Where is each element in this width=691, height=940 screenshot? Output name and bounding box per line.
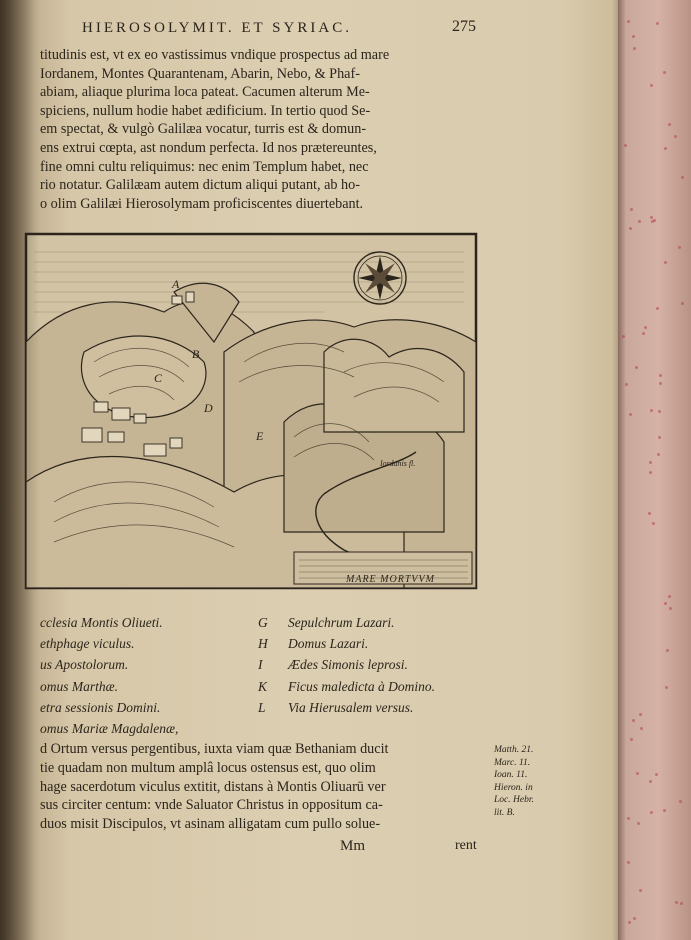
- map-legend-left: [40, 612, 178, 739]
- edge-fleck: [678, 246, 681, 249]
- edge-fleck: [657, 453, 660, 456]
- edge-fleck: [666, 649, 669, 652]
- map-label-b: B: [192, 347, 200, 361]
- legend-text: Sepulchrum Lazari.: [288, 615, 395, 630]
- text-line: spiciens, nullum hodie habet ædificium. In tertio quod Se-: [40, 102, 371, 119]
- edge-fleck: [681, 302, 684, 305]
- compass-rose-icon: [354, 252, 406, 304]
- edge-fleck: [629, 413, 632, 416]
- legend-letter: G: [258, 615, 268, 630]
- edge-fleck: [648, 512, 651, 515]
- edge-fleck: [652, 522, 655, 525]
- bottom-paragraph: [40, 740, 488, 834]
- edge-fleck: [629, 227, 632, 230]
- edge-fleck: [649, 461, 652, 464]
- edge-fleck: [627, 817, 630, 820]
- edge-fleck: [628, 921, 631, 924]
- text-line: fine omni cultu reliquimus: nec enim Templum habet, nec: [40, 158, 369, 175]
- margin-ref: Hieron. in: [494, 782, 533, 793]
- edge-fleck: [675, 901, 678, 904]
- edge-fleck: [630, 738, 633, 741]
- map-label-e: E: [256, 429, 264, 443]
- edge-fleck: [636, 772, 639, 775]
- map-label-c: C: [154, 371, 163, 385]
- map-legend-right: [258, 612, 435, 718]
- edge-fleck: [627, 861, 630, 864]
- legend-text: omus Mariæ Magdalenæ,: [40, 721, 179, 737]
- edge-fleck: [674, 135, 677, 138]
- legend-text: Domus Lazari.: [288, 636, 369, 652]
- text-line: rio notatur. Galilæam autem dictum aliqui putant, ab ho-: [40, 177, 360, 194]
- edge-fleck: [681, 176, 684, 179]
- map-label-d: D: [204, 401, 213, 415]
- engraving-map: [24, 232, 478, 590]
- legend-text: ethphage viculus.: [40, 636, 135, 652]
- margin-ref: lit. B.: [494, 807, 515, 818]
- page-number: 275: [452, 18, 476, 35]
- edge-fleck: [630, 208, 633, 211]
- edge-fleck: [649, 471, 652, 474]
- legend-text: Ficus maledicta à Domino.: [288, 678, 435, 694]
- edge-fleck: [663, 809, 666, 812]
- edge-fleck: [627, 20, 630, 23]
- edge-fleck: [656, 307, 659, 310]
- edge-fleck: [668, 595, 671, 598]
- edge-fleck: [668, 123, 671, 126]
- edge-fleck: [655, 773, 658, 776]
- edge-fleck: [632, 719, 635, 722]
- map-label-dead-sea: MARE MORTVVM: [346, 574, 435, 585]
- text-line: ens extrui cœpta, ast nondum perfecta. Id nos prætereuntes,: [40, 139, 377, 156]
- text-line: abiam, aliaque plurima loca pateat. Cacumen alterum Me-: [40, 84, 370, 101]
- edge-fleck: [658, 436, 661, 439]
- edge-fleck: [638, 220, 641, 223]
- legend-item: [40, 676, 178, 697]
- legend-item: [258, 612, 435, 633]
- text-line: Iordanem, Montes Quarantenam, Abarin, Nebo, & Phaf-: [40, 65, 360, 82]
- legend-text: omus Marthæ.: [40, 678, 119, 694]
- margin-ref: Loc. Hebr.: [494, 795, 534, 805]
- legend-letter: I: [258, 657, 263, 673]
- edge-fleck: [659, 382, 662, 385]
- legend-letter: L: [258, 699, 266, 715]
- margin-ref: Ioan. 11.: [494, 770, 528, 780]
- edge-fleck: [650, 811, 653, 814]
- edge-fleck: [625, 383, 628, 386]
- legend-text: us Apostolorum.: [40, 657, 129, 673]
- legend-letter: K: [258, 678, 268, 694]
- legend-item: [258, 676, 435, 697]
- map-label-jordan: Iordanis fl.: [380, 459, 416, 468]
- edge-fleck: [669, 607, 672, 610]
- edge-fleck: [633, 917, 636, 920]
- text-line: tie quadam non multum amplâ locus ostensus est, quo olim: [40, 759, 376, 776]
- legend-item: [40, 654, 178, 675]
- edge-fleck: [637, 822, 640, 825]
- margin-ref: Marc. 11.: [494, 757, 531, 768]
- margin-references: [494, 744, 534, 819]
- edge-fleck: [639, 889, 642, 892]
- catchword: rent: [455, 838, 477, 853]
- text-line: d Ortum versus pergentibus, iuxta viam quæ Bethaniam ducit: [40, 741, 389, 757]
- edge-fleck: [635, 366, 638, 369]
- edge-fleck: [679, 800, 682, 803]
- legend-item: [258, 697, 435, 718]
- edge-fleck: [665, 686, 668, 689]
- edge-fleck: [633, 47, 636, 50]
- legend-item: [40, 633, 178, 654]
- edge-fleck: [664, 602, 667, 605]
- edge-fleck: [642, 332, 645, 335]
- legend-item: [40, 718, 178, 739]
- text-line: sus circiter centum: vnde Saluator Christus in oppositum ca-: [40, 797, 383, 814]
- edge-fleck: [650, 84, 653, 87]
- margin-ref: Matth. 21.: [494, 745, 534, 755]
- top-paragraph: [40, 46, 500, 213]
- text-line: em spectat, & vulgò Galilæa vocatur, turris est & domun-: [40, 121, 367, 138]
- legend-text: Via Hierusalem versus.: [288, 699, 414, 715]
- legend-text: Ædes Simonis leprosi.: [288, 657, 408, 673]
- edge-fleck: [664, 147, 667, 150]
- edge-fleck: [640, 727, 643, 730]
- edge-fleck: [659, 374, 662, 377]
- page-edge-stack: [618, 0, 691, 940]
- edge-fleck: [639, 713, 642, 716]
- map-label-a: A: [172, 277, 180, 291]
- edge-fleck: [649, 780, 652, 783]
- edge-fleck: [680, 902, 683, 905]
- text-line: duos misit Discipulos, vt asinam alligatam cum pullo solue-: [40, 816, 381, 833]
- legend-item: [258, 633, 435, 654]
- legend-text: cclesia Montis Oliueti.: [40, 615, 163, 630]
- legend-letter: H: [258, 636, 268, 652]
- edge-fleck: [644, 326, 647, 329]
- legend-item: [40, 612, 178, 633]
- legend-item: [258, 654, 435, 675]
- edge-fleck: [632, 35, 635, 38]
- legend-item: [40, 697, 178, 718]
- edge-fleck: [622, 335, 625, 338]
- edge-fleck: [651, 220, 654, 223]
- text-line: hage sacerdotum viculus extitit, distans à Montis Oliuarū ver: [40, 778, 386, 795]
- running-head: HIEROSOLYMIT. ET SYRIAC.: [82, 20, 352, 36]
- edge-fleck: [656, 22, 659, 25]
- edge-fleck: [663, 71, 666, 74]
- edge-fleck: [650, 409, 653, 412]
- edge-fleck: [658, 410, 661, 413]
- legend-text: etra sessionis Domini.: [40, 699, 161, 715]
- signature-mark: Mm: [340, 838, 366, 854]
- text-line: o olim Galilæi Hierosolymam proficiscentes diuertebant.: [40, 195, 364, 212]
- edge-fleck: [664, 261, 667, 264]
- edge-fleck: [624, 144, 627, 147]
- text-line: titudinis est, vt ex eo vastissimus vndique prospectus ad mare: [40, 47, 390, 63]
